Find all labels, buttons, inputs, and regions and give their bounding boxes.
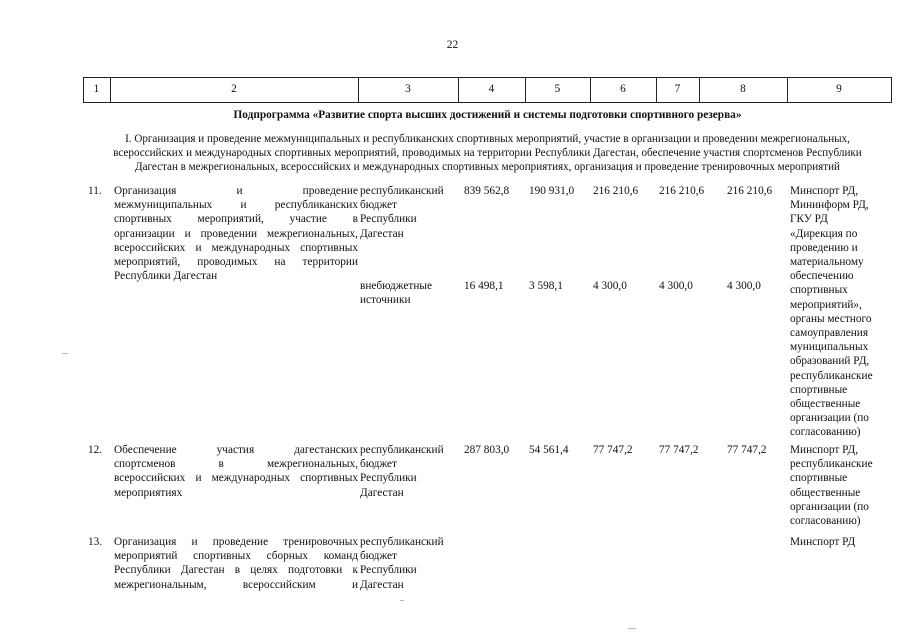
amount-total: 839 562,8 [464,185,510,197]
column-number: 4 [488,83,495,95]
section-title-line: всероссийских и международных спортивных мероприятий, проводимых на территории Республики Дагестан, обеспечение участия спортсменов Республики [113,146,862,159]
executor-line: согласованию) [790,515,861,528]
amount-year: 4 300,0 [593,280,627,292]
header-top-border [83,77,892,78]
executor-line: ГКУ РД [790,213,828,226]
funding-source-line: Республики [360,472,417,485]
section-title-line: I. Организация и проведение межмуниципальных и республиканских спортивных мероприятий, участие в организации и проведении межрегиональных, [125,133,850,145]
executor-line: Минспорт РД, [790,444,859,456]
description-line: Организация и проведение тренировочных [114,536,358,548]
executor-line: организации (по [790,500,869,513]
scan-mark [62,353,68,354]
executor-line: самоуправления [790,327,869,340]
column-number: 1 [93,83,100,95]
funding-source-line: Дагестан [360,227,404,240]
amount-year: 216 210,6 [593,185,639,197]
executor-line: спортивные [790,472,848,485]
amount-year: 216 210,6 [727,185,773,197]
description-line: Организация и проведение [114,185,358,197]
amount-year: 3 598,1 [529,280,563,292]
executor-line: мероприятий», [790,298,862,311]
executor-line: спортивные [790,383,848,396]
header-bottom-border [83,102,892,103]
description-line: всероссийских и международных спортивных [114,241,358,254]
description-line: всероссийских и международных спортивных [114,472,358,485]
page-number: 22 [446,39,459,51]
funding-source-line: бюджет [360,550,397,563]
funding-source-line: республиканский [360,536,444,548]
amount-year: 4 300,0 [659,280,693,292]
executor-line: «Дирекция по [790,227,858,240]
description-line: межрегиональным, всероссийским и [114,578,358,591]
executor-line: Минспорт РД, [790,185,859,197]
column-number: 7 [674,83,681,95]
column-number: 6 [620,83,626,95]
amount-year: 216 210,6 [659,185,705,197]
row-number: 11. [88,185,102,197]
scan-mark [400,600,404,601]
amount-total: 16 498,1 [464,280,504,292]
description-line: спортсменов в межрегиональных, [114,458,358,471]
description-line: Республики Дагестан в целях подготовки к [114,564,358,577]
description-line: мероприятий, проводимых на территории [114,256,358,269]
row-number: 13. [88,536,103,548]
description-line: мероприятиях [114,486,183,499]
funding-source [360,535,455,592]
row-description [114,184,358,283]
funding-source-line: бюджет [360,199,397,212]
amount-year: 4 300,0 [727,280,761,292]
row-number: 12. [88,444,103,456]
column-number: 9 [836,83,842,95]
funding-source-line: бюджет [360,458,397,471]
description-line: Обеспечение участия дагестанских [114,444,358,456]
description-line: спортивных мероприятий, участие в [114,213,358,226]
funding-source-line: Дагестан [360,578,404,591]
description-line: межмуниципальных и республиканских [114,199,358,212]
executor-line: организации (по [790,412,869,425]
column-number: 5 [554,83,561,95]
executor-line: обеспечению [790,270,854,283]
amount-total: 287 803,0 [464,444,510,456]
executor-line: согласованию) [790,426,861,439]
funding-source-line: республиканский [360,185,444,197]
executor-line: республиканские [790,458,873,471]
executor-line: Мининформ РД, [790,199,869,212]
funding-source [360,184,455,241]
amount-year: 190 931,0 [529,185,575,197]
amount-year: 77 747,2 [659,444,699,456]
executor-line: общественные [790,398,861,411]
description-line: Республики Дагестан [114,270,218,283]
column-number: 8 [740,83,746,95]
executor-line: проведению и [790,241,858,254]
section-title [85,133,890,174]
funding-source-line: республиканский [360,444,444,456]
executor-line: республиканские [790,369,873,382]
executor-line: образований РД, [790,355,870,368]
scan-mark [628,628,636,629]
column-number: 2 [231,83,237,95]
subprogram-title: Подпрограмма «Развитие спорта высших достижений и системы подготовки спортивного резерва» [233,109,742,121]
description-line: мероприятий спортивных сборных команд [114,550,358,563]
description-line: организации и проведении межрегиональных, [114,227,358,240]
executor-line: спортивных [790,284,848,297]
executors [790,184,890,440]
column-number: 3 [405,83,411,95]
header-divider [891,77,892,102]
amount-year: 77 747,2 [593,444,633,456]
executor-line: общественные [790,486,861,499]
executor-line: органы местного [790,312,872,325]
amount-year: 77 747,2 [727,444,767,456]
row-description [114,443,358,500]
funding-source-line: источники [360,294,411,307]
executor-line: материальному [790,256,864,269]
row-description [114,535,358,592]
funding-source-line: внебюджетные [360,280,433,292]
funding-source-line: Республики [360,564,417,577]
executors [790,443,890,528]
funding-source [360,443,455,500]
funding-source-line: Дагестан [360,486,404,499]
executor-line: Минспорт РД [790,536,856,548]
funding-source-line: Республики [360,213,417,226]
funding-source [360,279,455,307]
executors [790,535,890,549]
executor-line: муниципальных [790,341,869,354]
section-title-line: Дагестан в межрегиональных, всероссийских и международных спортивных мероприятиях, организация и проведение тренировочных мероприятий [135,160,840,173]
amount-year: 54 561,4 [529,444,569,456]
